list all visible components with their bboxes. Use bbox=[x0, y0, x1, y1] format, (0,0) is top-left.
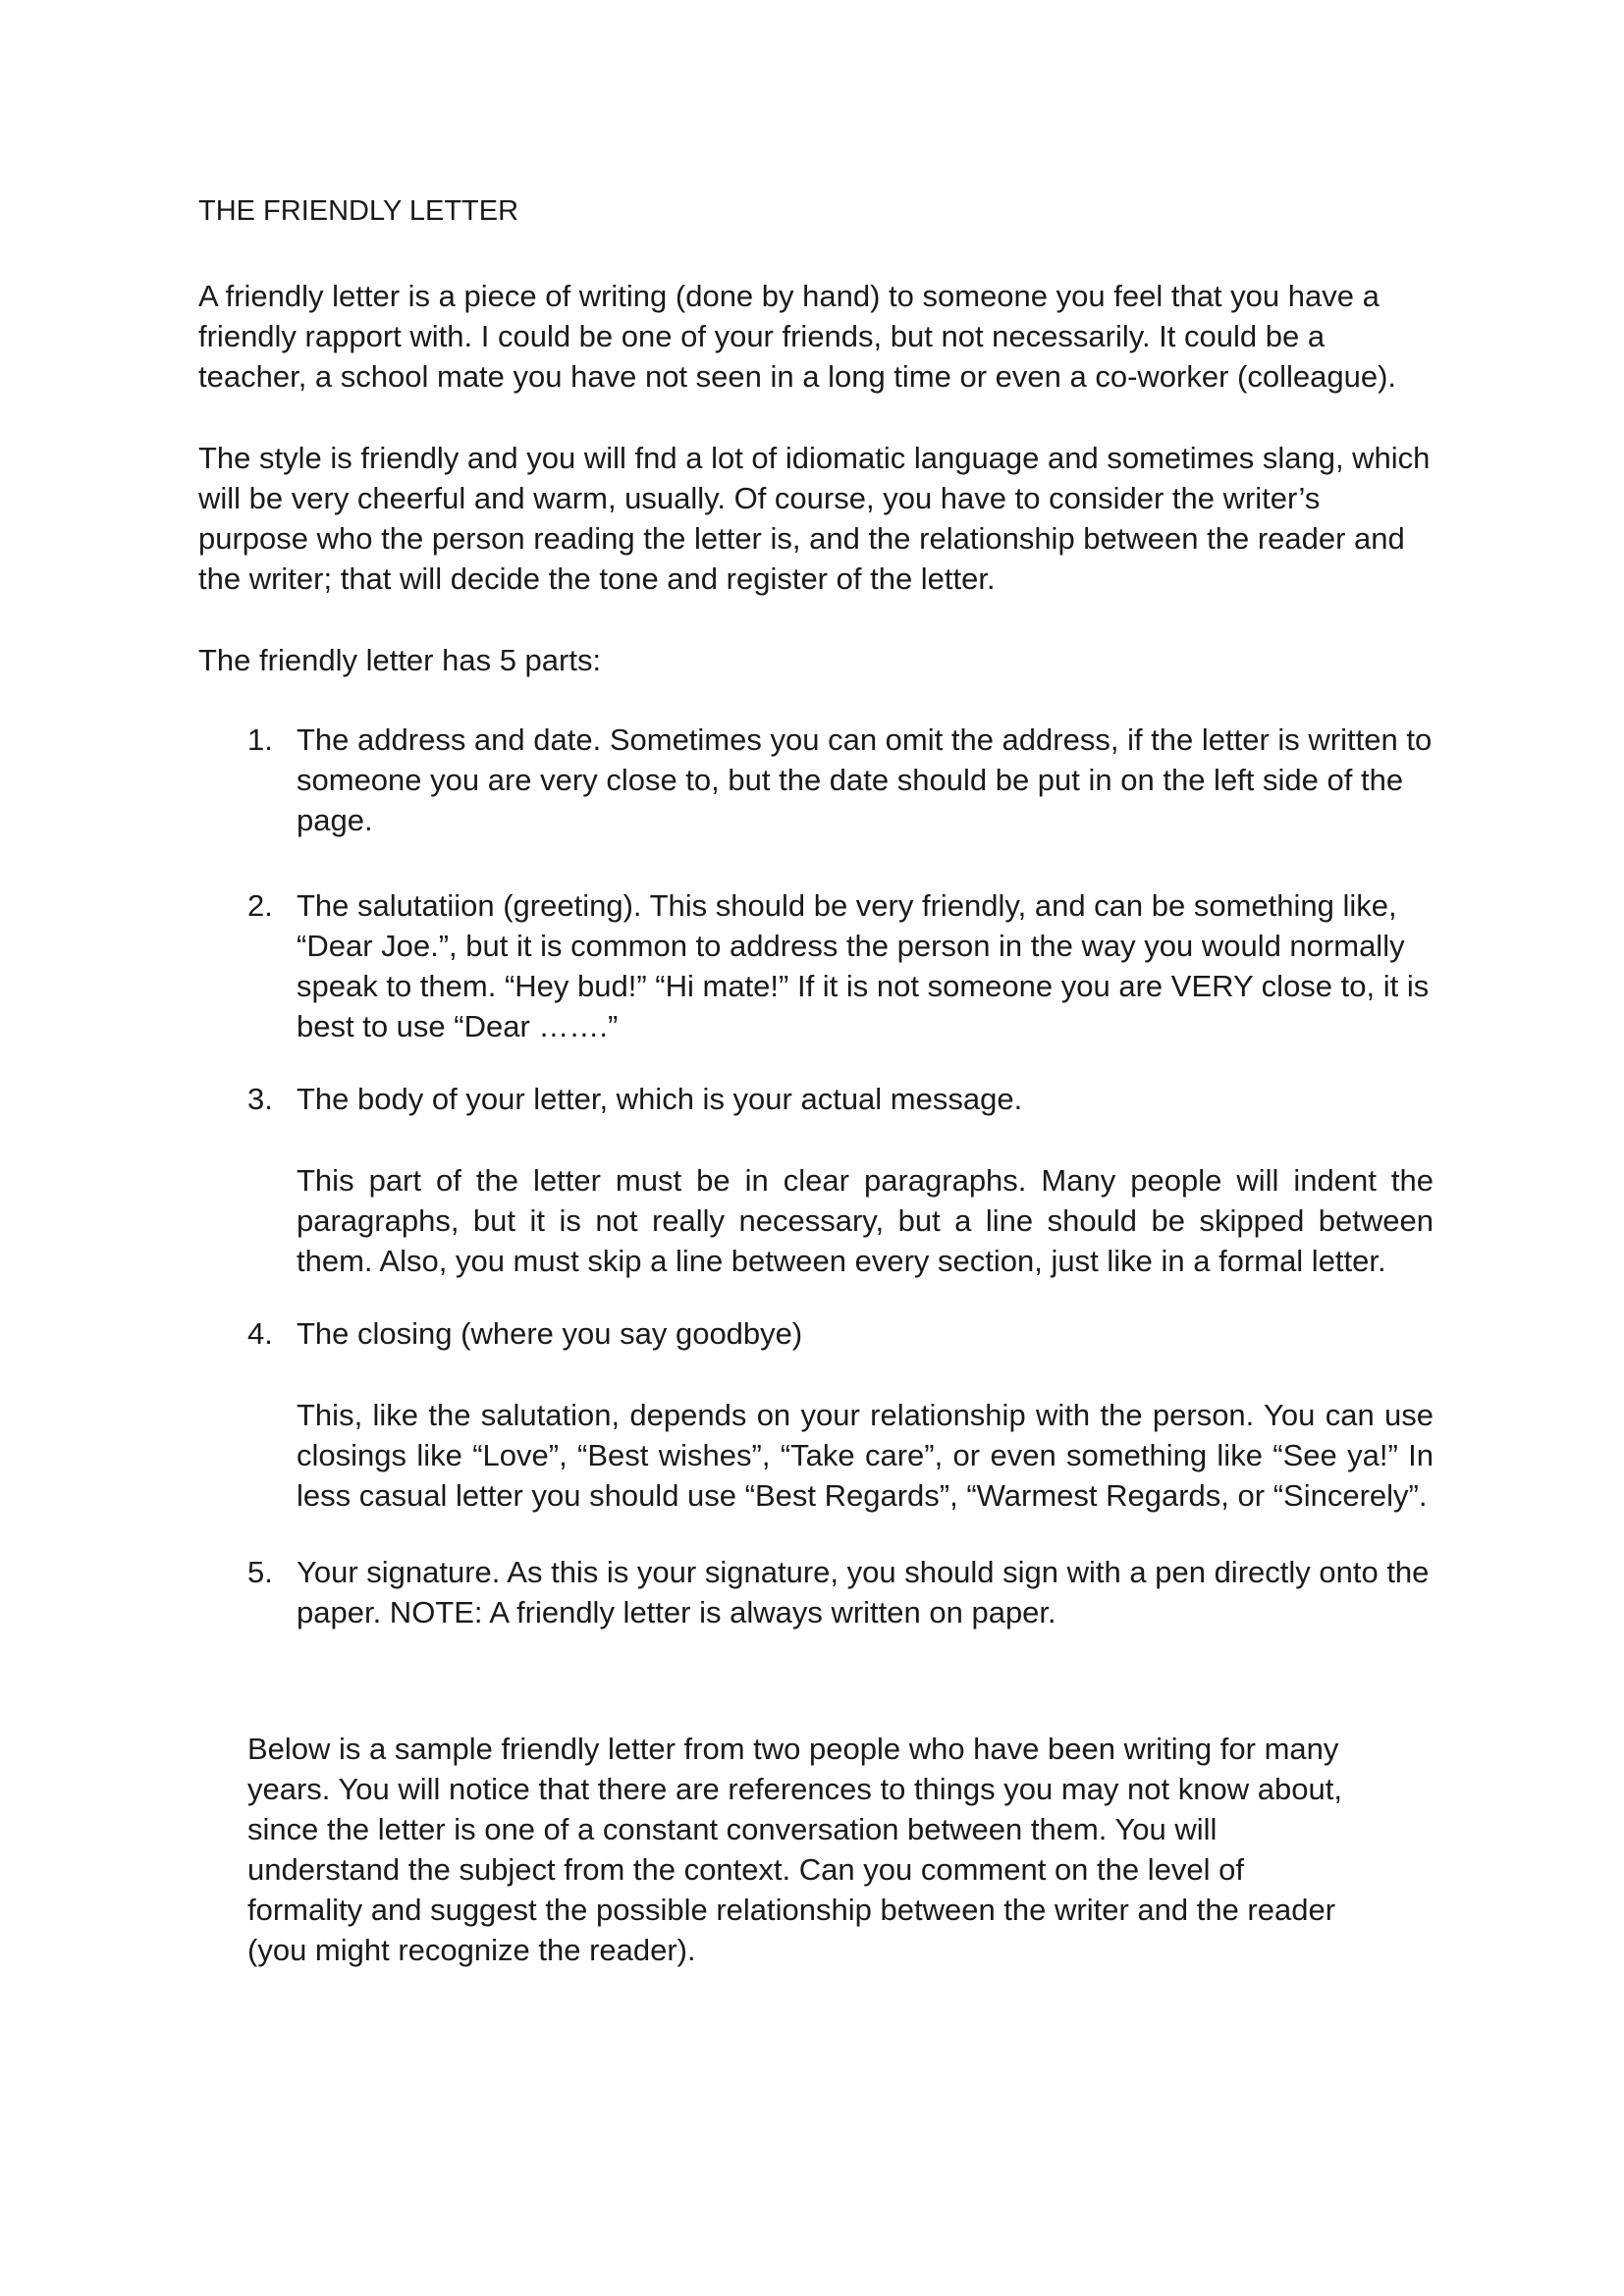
intro-paragraph: A friendly letter is a piece of writing (done by hand) to someone you feel that you have a friendly rapport with. I could be one of your friends, but not necessarily. It could be a teacher, a school mate you have not seen in a long time or even a co-worker (colleague). bbox=[198, 279, 1397, 394]
list-item bbox=[198, 1079, 1434, 1281]
list-item bbox=[198, 1313, 1434, 1516]
list-item bbox=[198, 720, 1434, 840]
style-paragraph: The style is friendly and you will fnd a lot of idiomatic language and sometimes slang, which will be very cheerful and warm, usually. Of course, you have to consider the writer’s purpose who the person reading the letter is, and the relationship between the reader and the writer; that will decide the tone and register of the letter. bbox=[198, 441, 1431, 596]
list-item-text: The salutatiion (greeting). This should be very friendly, and can be something like, “Dear Joe.”, but it is common to address the person in the way you would normally speak to them. “Hey bud!” “Hi mate!” If it is not someone you are VERY close to, it is best to use “Dear …….” bbox=[297, 888, 1430, 1043]
parts-list bbox=[198, 720, 1434, 1632]
list-item-text: Your signature. As this is your signature, you should sign with a pen directly onto the paper. NOTE: A friendly letter is always written on paper. bbox=[297, 1555, 1430, 1629]
list-item bbox=[198, 885, 1434, 1046]
parts-intro: The friendly letter has 5 parts: bbox=[198, 643, 602, 677]
list-item-number: 5. bbox=[247, 1555, 273, 1589]
list-item-number: 1. bbox=[247, 722, 273, 757]
list-item-text: The closing (where you say goodbye) bbox=[297, 1316, 803, 1351]
sample-letter-intro: Below is a sample friendly letter from two people who have been writing for many years. You will notice that there are references to things you may not know about, since the letter is one of a constant conversation between them. You will understand the subject from the context. Can you comment on the level of formality and suggest the possible relationship between the writer and the reader (you might recognize the reader). bbox=[247, 1732, 1342, 1967]
list-item-number: 2. bbox=[247, 888, 273, 923]
list-item-text: The body of your letter, which is your actual message. bbox=[297, 1082, 1023, 1116]
list-item-number: 3. bbox=[247, 1082, 273, 1116]
list-item-detail: This, like the salutation, depends on your relationship with the person. You can use closings like “Love”, “Best wishes”, “Take care”, or even something like “See ya!” In less casual letter you should use “Best Regards”, “Warmest Regards, or “Sincerely”. bbox=[297, 1398, 1434, 1513]
document-title: THE FRIENDLY LETTER bbox=[198, 195, 519, 227]
list-item-number: 4. bbox=[247, 1316, 273, 1351]
list-item bbox=[198, 1552, 1434, 1632]
document-body bbox=[198, 191, 1434, 1970]
list-item-text: The address and date. Sometimes you can omit the address, if the letter is written to someone you are very close to, but the date should be put in on the left side of the page. bbox=[297, 722, 1433, 837]
list-item-detail: This part of the letter must be in clear paragraphs. Many people will indent the paragraphs, but it is not really necessary, but a line should be skipped between them. Also, you must skip a line between every section, just like in a formal letter. bbox=[297, 1163, 1434, 1278]
